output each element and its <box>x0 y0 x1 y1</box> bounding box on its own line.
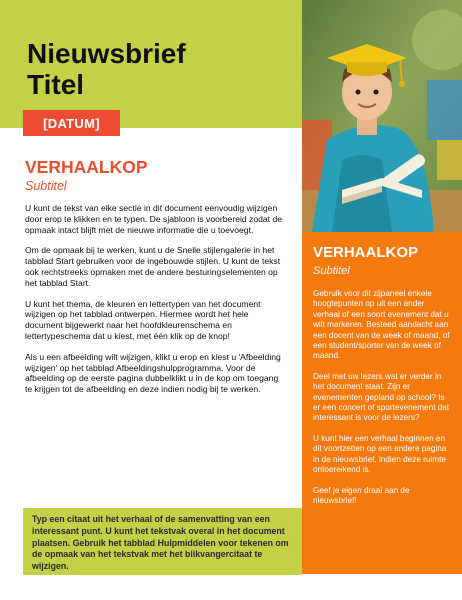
pull-quote-box <box>23 508 302 575</box>
title-line-1: Nieuwsbrief <box>27 38 186 69</box>
main-story <box>25 157 283 405</box>
main-story-paragraph: U kunt de tekst van elke sectie in dit document eenvoudig wijzigen door erop te klikken en te typen. De sjabloon is voorbereid zodat de opmaak intact blijft met de nieuwe informatie die u toevoegt. <box>25 203 283 235</box>
main-story-paragraph: Als u een afbeelding wilt wijzigen, klikt u erop en kiest u 'Afbeelding wijzigen' op het tabblad Afbeeldingshulpprogramma. Voor de afbeelding op de eerste pagina dubbelklikt u in de kop om toegang te krijgen tot de afbeelding en deze indien nodig bij te werken. <box>25 351 281 395</box>
side-panel <box>302 232 462 574</box>
main-story-paragraph: Om de opmaak bij te werken, kunt u de Snelle stijlengalerie in het tabblad Start gebruiken voor de ingebouwde stijlen. U kunt de tekst ook rechtstreeks opmaken met de andere besturingselementen op het tabblad Start. <box>25 245 281 288</box>
newsletter-title <box>27 38 297 100</box>
side-story-paragraph: Gebruik voor dit zijpaneel enkele hoogtepunten op uit een ander verhaal of een soort evenement dat u wilt markeren. Besteed aandacht aan een docent van de week of maand, of een student/sporter van de week of maand. <box>313 289 450 361</box>
pull-quote-text: Typ een citaat uit het verhaal of de samenvatting van een interessant punt. U kunt het tekstvak overal in het document plaatsen. Gebruik het tabblad Hulpmiddelen voor tekenen om de opmaak van het tekstvak met het blikvangercitaat te wijzigen. <box>32 514 289 572</box>
main-story-subtitle: Subtitel <box>25 179 67 193</box>
side-story-subtitle: Subtitel <box>313 265 350 277</box>
side-story-paragraph: Geef je eigen draai aan de nieuwsbrief! <box>313 485 410 505</box>
side-story-paragraph: U kunt hier een verhaal beginnen en dit voortzetten op een andere pagina in de nieuwsbrief, indien deze ruimte ontoereikend is. <box>313 433 447 475</box>
child-graduate-photo <box>302 0 462 232</box>
main-story-paragraph: U kunt het thema, de kleuren en lettertypen van het document wijzigen op het tabblad ontwerpen. Hiermee wordt het hele document bijgewerkt naar het hoofdkleurenschema en lettertypeschema dat u kiest, met één klik op de knop! <box>25 298 261 341</box>
side-story-paragraph: Deel met uw lezers wat er verder in het document staat. Zijn er evenementen gepland op school? Is er een concert of sportevenement dat interessant is voor de lezers? <box>313 371 450 423</box>
date-tag: [DATUM] <box>23 110 120 136</box>
photo-illustration <box>302 0 462 232</box>
main-story-heading: VERHAALKOP <box>25 157 148 177</box>
side-story-heading: VERHAALKOP <box>313 244 419 261</box>
title-line-2: Titel <box>27 69 85 100</box>
